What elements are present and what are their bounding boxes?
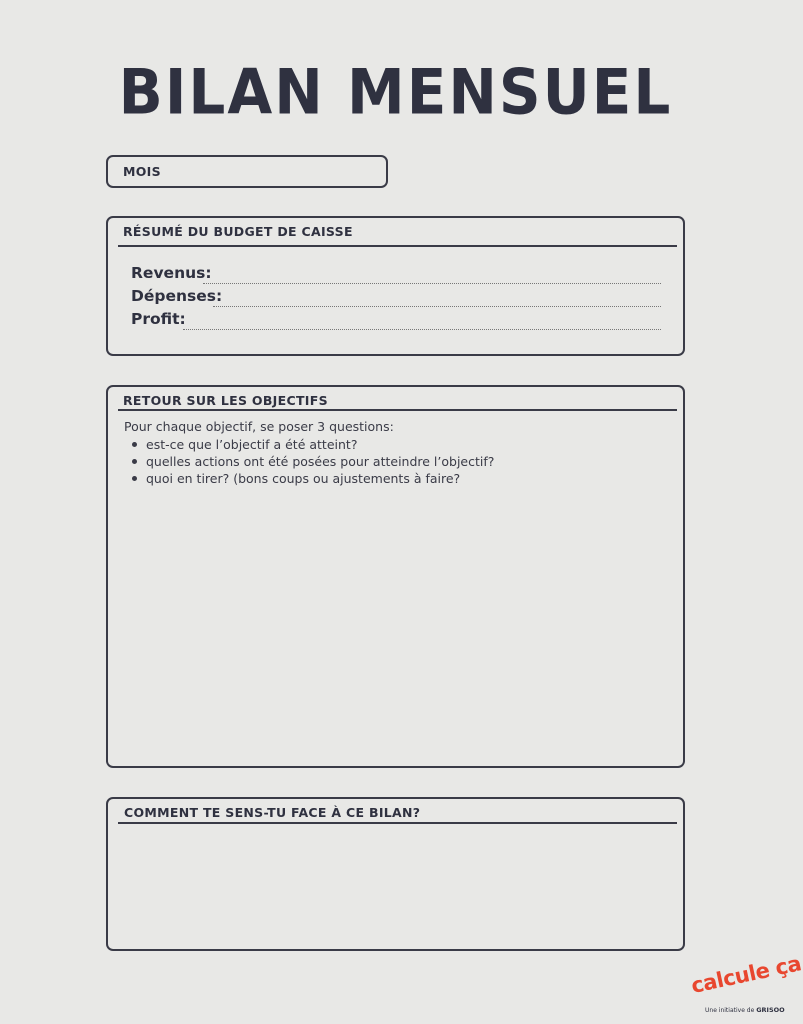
list-item: est-ce que l’objectif a été atteint? — [124, 436, 494, 453]
page-title: BILAN MENSUEL — [118, 55, 673, 129]
expenses-label: Dépenses: — [131, 287, 223, 305]
section-divider — [118, 822, 677, 824]
revenue-line — [203, 283, 661, 284]
expenses-line — [213, 306, 661, 307]
month-field[interactable] — [106, 155, 388, 188]
revenue-label: Revenus: — [131, 264, 212, 282]
budget-summary-section — [106, 216, 685, 356]
budget-summary-heading: RÉSUMÉ DU BUDGET DE CAISSE — [123, 224, 353, 239]
objectives-section[interactable] — [106, 385, 685, 768]
profit-line — [183, 329, 661, 330]
profit-label: Profit: — [131, 310, 186, 328]
feeling-heading: COMMENT TE SENS-TU FACE À CE BILAN? — [124, 805, 421, 820]
questions-list — [124, 436, 494, 487]
month-label: MOIS — [123, 164, 161, 179]
expenses-field[interactable] — [131, 287, 661, 309]
logo-org: GRISOO — [756, 1006, 785, 1014]
feeling-section[interactable] — [106, 797, 685, 951]
section-divider — [118, 409, 677, 411]
logo-tagline-prefix: Une initiative de — [705, 1007, 755, 1014]
objectives-heading: RETOUR SUR LES OBJECTIFS — [123, 393, 328, 408]
section-divider — [118, 245, 677, 247]
brand-logo — [680, 951, 803, 1018]
logo-tagline — [705, 1006, 785, 1014]
revenue-field[interactable] — [131, 264, 661, 286]
logo-wordmark: calcule ça — [689, 951, 803, 998]
list-item: quelles actions ont été posées pour atteindre l’objectif? — [124, 453, 494, 470]
list-item: quoi en tirer? (bons coups ou ajustements à faire? — [124, 470, 494, 487]
profit-field[interactable] — [131, 310, 661, 332]
objectives-intro: Pour chaque objectif, se poser 3 questions: — [124, 419, 394, 434]
